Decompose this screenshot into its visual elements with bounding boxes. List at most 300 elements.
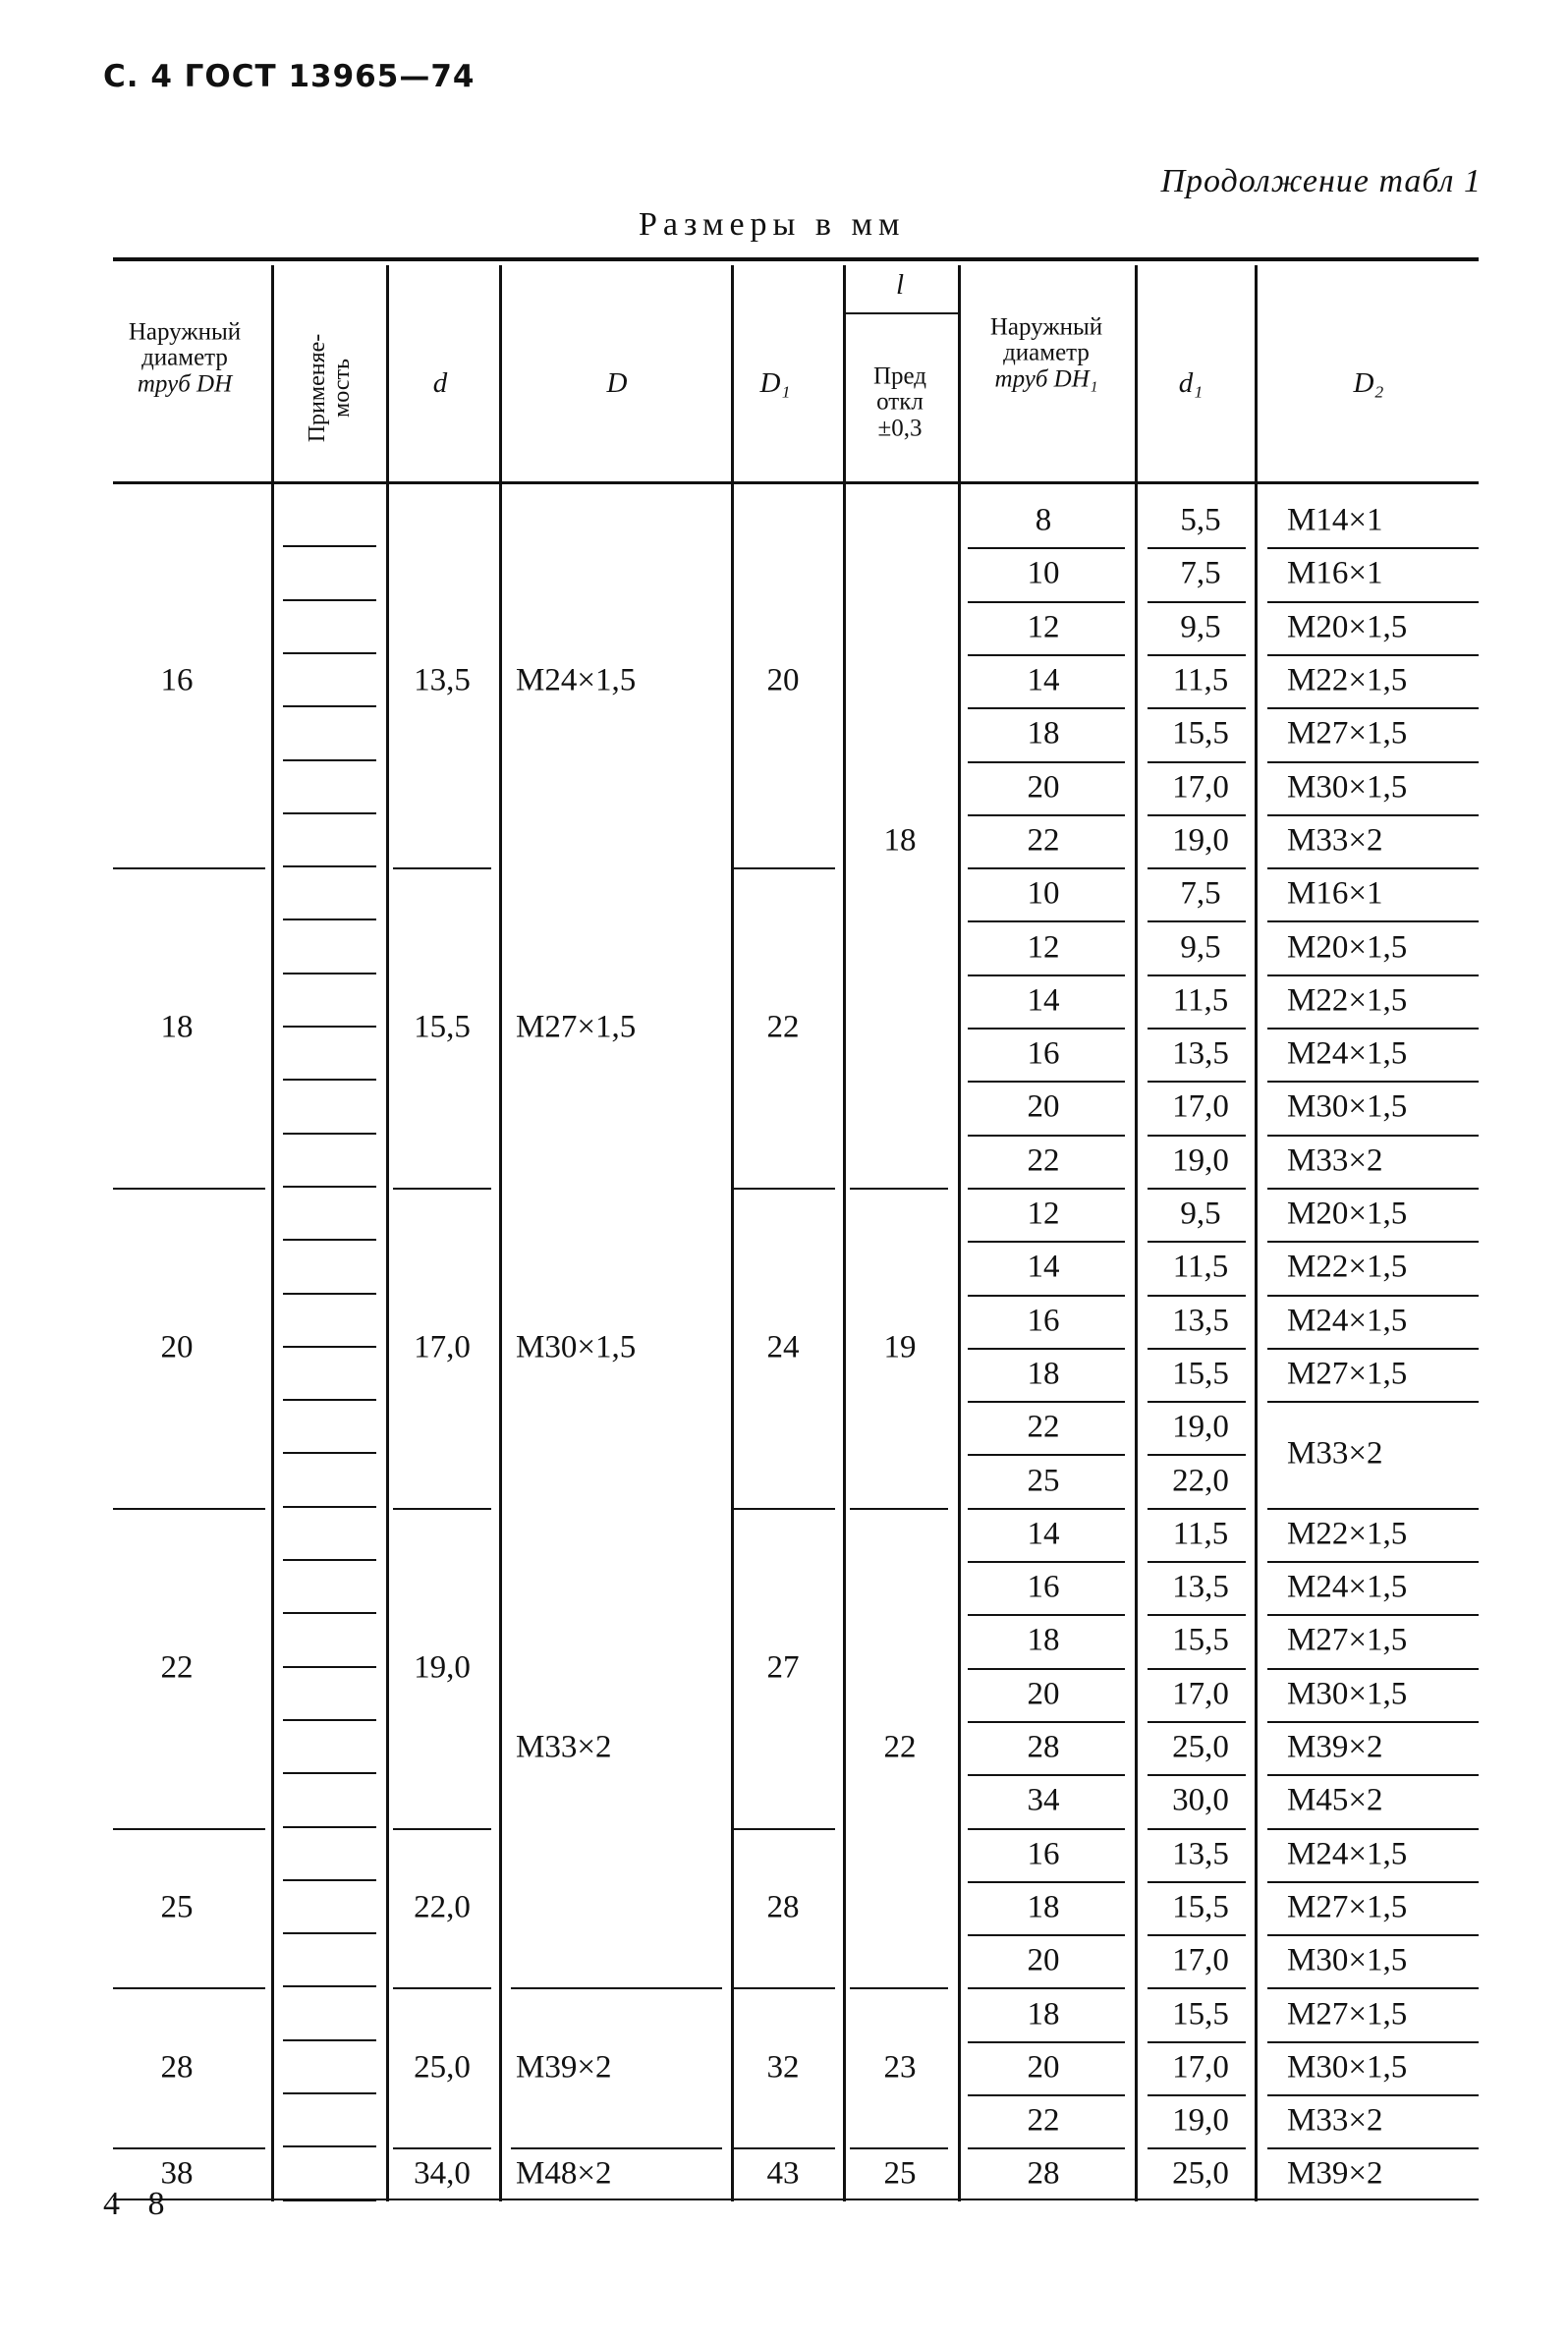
applicability-blank bbox=[283, 2145, 376, 2147]
cell-l: 19 bbox=[883, 1329, 917, 1365]
cell-outer-diameter-2: 10 bbox=[1027, 555, 1060, 591]
cell-D2: M24×1,5 bbox=[1287, 1035, 1408, 1072]
row-rule-d1 bbox=[1148, 1987, 1246, 1989]
row-rule-dn1 bbox=[968, 1135, 1125, 1137]
cell-D2: M16×1 bbox=[1287, 875, 1383, 912]
row-rule-dn1 bbox=[968, 1934, 1125, 1936]
row-rule-D2 bbox=[1267, 1241, 1479, 1243]
cell-D1: 43 bbox=[766, 2155, 800, 2192]
cell-outer-diameter: 28 bbox=[160, 2049, 194, 2086]
row-rule-D2 bbox=[1267, 1881, 1479, 1883]
row-rule-D2 bbox=[1267, 1828, 1479, 1830]
row-rule-d1 bbox=[1148, 1561, 1246, 1563]
cell-D2: M30×1,5 bbox=[1287, 1676, 1408, 1712]
row-rule-dn1 bbox=[968, 1348, 1125, 1350]
cell-outer-diameter-2: 16 bbox=[1027, 1303, 1060, 1339]
row-rule-dn1 bbox=[968, 2147, 1125, 2149]
row-rule-d1 bbox=[1148, 1828, 1246, 1830]
row-rule-d1 bbox=[1148, 974, 1246, 976]
row-rule-d1 bbox=[1148, 1241, 1246, 1243]
row-rule-D2 bbox=[1267, 707, 1479, 709]
group-rule-d bbox=[393, 1508, 491, 1510]
cell-D1: 22 bbox=[766, 1009, 800, 1045]
cell-D2: M22×1,5 bbox=[1287, 662, 1408, 698]
cell-outer-diameter-2: 10 bbox=[1027, 875, 1060, 912]
row-rule-dn1 bbox=[968, 1561, 1125, 1563]
row-rule-d1 bbox=[1148, 1614, 1246, 1616]
column-sep-3 bbox=[499, 265, 502, 2201]
header-l: l bbox=[895, 268, 905, 301]
row-rule-D2 bbox=[1267, 1561, 1479, 1563]
row-rule-D2 bbox=[1267, 1508, 1479, 1510]
applicability-blank bbox=[283, 652, 376, 654]
header-D: D bbox=[606, 366, 628, 399]
row-rule-dn1 bbox=[968, 974, 1125, 976]
row-rule-D2 bbox=[1267, 1188, 1479, 1190]
cell-D2: M30×1,5 bbox=[1287, 2049, 1408, 2086]
cell-outer-diameter-2: 22 bbox=[1027, 1142, 1060, 1179]
cell-outer-diameter-2: 20 bbox=[1027, 769, 1060, 806]
cell-d1: 11,5 bbox=[1172, 662, 1229, 698]
row-rule-D2 bbox=[1267, 2094, 1479, 2096]
header-l-tolerance: Пред откл ±0,3 bbox=[872, 362, 927, 442]
cell-D2: M27×1,5 bbox=[1287, 1356, 1408, 1392]
cell-D2: M45×2 bbox=[1287, 1782, 1383, 1818]
cell-outer-diameter-2: 14 bbox=[1027, 982, 1060, 1019]
cell-d: 34,0 bbox=[414, 2155, 471, 2192]
applicability-blank bbox=[283, 1346, 376, 1348]
group-rule-D bbox=[511, 2147, 722, 2149]
cell-outer-diameter: 22 bbox=[160, 1649, 194, 1686]
row-rule-d1 bbox=[1148, 1401, 1246, 1403]
row-rule-d1 bbox=[1148, 2147, 1246, 2149]
applicability-blank bbox=[283, 1026, 376, 1028]
cell-D2: M22×1,5 bbox=[1287, 1249, 1408, 1285]
cell-outer-diameter-2: 16 bbox=[1027, 1035, 1060, 1072]
applicability-blank bbox=[283, 1772, 376, 1774]
cell-d1: 9,5 bbox=[1180, 1196, 1221, 1232]
cell-d1: 7,5 bbox=[1180, 875, 1221, 912]
cell-outer-diameter-2: 18 bbox=[1027, 715, 1060, 752]
row-rule-dn1 bbox=[968, 547, 1125, 549]
row-rule-dn1 bbox=[968, 1508, 1125, 1510]
row-rule-d1 bbox=[1148, 601, 1246, 603]
row-rule-dn1 bbox=[968, 601, 1125, 603]
row-rule-D2 bbox=[1267, 1348, 1479, 1350]
cell-d1: 17,0 bbox=[1172, 1942, 1229, 1978]
row-rule-dn1 bbox=[968, 707, 1125, 709]
cell-outer-diameter-2: 22 bbox=[1027, 1409, 1060, 1445]
group-rule-dn bbox=[113, 1828, 265, 1830]
row-rule-d1 bbox=[1148, 1881, 1246, 1883]
row-rule-dn1 bbox=[968, 1828, 1125, 1830]
applicability-blank bbox=[283, 1719, 376, 1721]
cell-l: 22 bbox=[883, 1729, 917, 1765]
row-rule-D2 bbox=[1267, 601, 1479, 603]
column-sep-7 bbox=[1135, 265, 1138, 2201]
cell-d1: 30,0 bbox=[1172, 1782, 1229, 1818]
row-rule-d1 bbox=[1148, 1721, 1246, 1723]
applicability-blank bbox=[283, 2039, 376, 2041]
cell-D: M30×1,5 bbox=[516, 1329, 637, 1365]
row-rule-d1 bbox=[1148, 761, 1246, 763]
header-bottom-rule bbox=[113, 481, 1479, 484]
row-rule-d1 bbox=[1148, 1295, 1246, 1297]
cell-D1: 20 bbox=[766, 662, 800, 698]
header-d1: d₁ bbox=[1178, 366, 1204, 399]
applicability-blank bbox=[283, 1399, 376, 1401]
applicability-blank bbox=[283, 812, 376, 814]
row-rule-d1 bbox=[1148, 2094, 1246, 2096]
cell-D: M48×2 bbox=[516, 2155, 612, 2192]
row-rule-d1 bbox=[1148, 1934, 1246, 1936]
group-rule-l bbox=[850, 2147, 948, 2149]
row-rule-D2 bbox=[1267, 2041, 1479, 2043]
cell-d1: 13,5 bbox=[1172, 1035, 1229, 1072]
table-bottom-rule bbox=[113, 2199, 1479, 2200]
row-rule-D2 bbox=[1267, 1934, 1479, 1936]
cell-d1: 15,5 bbox=[1172, 1356, 1229, 1392]
cell-outer-diameter-2: 14 bbox=[1027, 1516, 1060, 1552]
units-caption: Размеры в мм bbox=[639, 206, 906, 243]
row-rule-d1 bbox=[1148, 814, 1246, 816]
row-rule-dn1 bbox=[968, 1454, 1125, 1456]
cell-outer-diameter-2: 16 bbox=[1027, 1569, 1060, 1605]
table-top-rule bbox=[113, 257, 1479, 261]
cell-d1: 7,5 bbox=[1180, 555, 1221, 591]
row-rule-dn1 bbox=[968, 867, 1125, 869]
cell-D: M39×2 bbox=[516, 2049, 612, 2086]
cell-d1: 25,0 bbox=[1172, 1729, 1229, 1765]
row-rule-dn1 bbox=[968, 1987, 1125, 1989]
l-header-rule bbox=[843, 312, 959, 314]
cell-D2: M22×1,5 bbox=[1287, 1516, 1408, 1552]
cell-l: 25 bbox=[883, 2155, 917, 2192]
group-rule-l bbox=[850, 1508, 948, 1510]
applicability-blank bbox=[283, 2092, 376, 2094]
row-rule-dn1 bbox=[968, 1081, 1125, 1083]
cell-d1: 15,5 bbox=[1172, 1622, 1229, 1658]
column-sep-5 bbox=[843, 265, 846, 2201]
applicability-blank bbox=[283, 1826, 376, 1828]
group-rule-dn bbox=[113, 1508, 265, 1510]
group-rule-dn bbox=[113, 2147, 265, 2149]
group-rule-d bbox=[393, 1987, 491, 1989]
row-rule-d1 bbox=[1148, 1135, 1246, 1137]
row-rule-D2 bbox=[1267, 1774, 1479, 1776]
row-rule-dn1 bbox=[968, 654, 1125, 656]
cell-outer-diameter-2: 28 bbox=[1027, 2155, 1060, 2192]
applicability-blank bbox=[283, 1559, 376, 1561]
cell-d1: 19,0 bbox=[1172, 1142, 1229, 1179]
cell-D1: 32 bbox=[766, 2049, 800, 2086]
cell-outer-diameter-2: 18 bbox=[1027, 1996, 1060, 2032]
cell-outer-diameter: 20 bbox=[160, 1329, 194, 1365]
cell-d1: 13,5 bbox=[1172, 1836, 1229, 1872]
cell-d1: 9,5 bbox=[1180, 609, 1221, 645]
row-rule-dn1 bbox=[968, 1188, 1125, 1190]
cell-d1: 15,5 bbox=[1172, 1996, 1229, 2032]
applicability-blank bbox=[283, 1612, 376, 1614]
cell-outer-diameter-2: 34 bbox=[1027, 1782, 1060, 1818]
column-sep-6 bbox=[958, 265, 961, 2201]
cell-outer-diameter-2: 18 bbox=[1027, 1356, 1060, 1392]
cell-outer-diameter: 18 bbox=[160, 1009, 194, 1045]
row-rule-d1 bbox=[1148, 920, 1246, 922]
row-rule-d1 bbox=[1148, 1188, 1246, 1190]
cell-outer-diameter-2: 20 bbox=[1027, 1088, 1060, 1125]
cell-outer-diameter: 16 bbox=[160, 662, 194, 698]
cell-D2: M27×1,5 bbox=[1287, 1889, 1408, 1925]
cell-D2: M27×1,5 bbox=[1287, 1622, 1408, 1658]
cell-D2: M16×1 bbox=[1287, 555, 1383, 591]
row-rule-D2 bbox=[1267, 761, 1479, 763]
cell-D2: M39×2 bbox=[1287, 1729, 1383, 1765]
applicability-blank bbox=[283, 865, 376, 867]
cell-d1: 11,5 bbox=[1172, 1516, 1229, 1552]
row-rule-dn1 bbox=[968, 1614, 1125, 1616]
applicability-blank bbox=[283, 1932, 376, 1934]
group-rule-dn bbox=[113, 1188, 265, 1190]
applicability-blank bbox=[283, 1079, 376, 1081]
cell-d1: 17,0 bbox=[1172, 1088, 1229, 1125]
group-rule-d bbox=[393, 1188, 491, 1190]
cell-d: 17,0 bbox=[414, 1329, 471, 1365]
header-outer-diameter: Наружный диаметр труб DН bbox=[128, 318, 242, 398]
group-rule-d1 bbox=[732, 867, 835, 869]
row-rule-d1 bbox=[1148, 1028, 1246, 1030]
column-sep-8 bbox=[1255, 265, 1258, 2201]
header-D1: D₁ bbox=[759, 366, 791, 399]
cell-outer-diameter-2: 20 bbox=[1027, 1676, 1060, 1712]
cell-d: 15,5 bbox=[414, 1009, 471, 1045]
cell-d1: 17,0 bbox=[1172, 2049, 1229, 2086]
group-rule-dn bbox=[113, 867, 265, 869]
row-rule-dn1 bbox=[968, 1668, 1125, 1670]
cell-D2: M33×2 bbox=[1287, 1435, 1383, 1472]
row-rule-dn1 bbox=[968, 1774, 1125, 1776]
applicability-blank bbox=[283, 1293, 376, 1295]
group-rule-l bbox=[850, 1987, 948, 1989]
applicability-blank bbox=[283, 1133, 376, 1135]
applicability-blank bbox=[283, 1879, 376, 1881]
applicability-blank bbox=[283, 1186, 376, 1188]
cell-outer-diameter-2: 14 bbox=[1027, 1249, 1060, 1285]
cell-d1: 19,0 bbox=[1172, 1409, 1229, 1445]
cell-outer-diameter-2: 28 bbox=[1027, 1729, 1060, 1765]
cell-outer-diameter-2: 18 bbox=[1027, 1889, 1060, 1925]
row-rule-dn1 bbox=[968, 2094, 1125, 2096]
cell-d1: 11,5 bbox=[1172, 1249, 1229, 1285]
cell-d1: 19,0 bbox=[1172, 2102, 1229, 2139]
cell-d1: 15,5 bbox=[1172, 715, 1229, 752]
row-rule-dn1 bbox=[968, 920, 1125, 922]
cell-l: 23 bbox=[883, 2049, 917, 2086]
cell-outer-diameter-2: 25 bbox=[1027, 1463, 1060, 1499]
row-rule-d1 bbox=[1148, 1348, 1246, 1350]
row-rule-dn1 bbox=[968, 814, 1125, 816]
cell-D2: M24×1,5 bbox=[1287, 1836, 1408, 1872]
row-rule-d1 bbox=[1148, 1774, 1246, 1776]
cell-D: M27×1,5 bbox=[516, 1009, 637, 1045]
row-rule-D2 bbox=[1267, 974, 1479, 976]
row-rule-d1 bbox=[1148, 547, 1246, 549]
cell-outer-diameter-2: 12 bbox=[1027, 1196, 1060, 1232]
applicability-blank bbox=[283, 599, 376, 601]
cell-d: 25,0 bbox=[414, 2049, 471, 2086]
applicability-blank bbox=[283, 545, 376, 547]
cell-outer-diameter-2: 20 bbox=[1027, 1942, 1060, 1978]
cell-D: M33×2 bbox=[516, 1729, 612, 1765]
cell-D2: M24×1,5 bbox=[1287, 1303, 1408, 1339]
row-rule-D2 bbox=[1267, 920, 1479, 922]
cell-D2: M30×1,5 bbox=[1287, 1942, 1408, 1978]
row-rule-d1 bbox=[1148, 867, 1246, 869]
header-outer-diameter-2: Наружный диаметр труб DН₁ bbox=[989, 313, 1103, 393]
cell-D2: M24×1,5 bbox=[1287, 1569, 1408, 1605]
cell-d: 19,0 bbox=[414, 1649, 471, 1686]
applicability-blank bbox=[283, 759, 376, 761]
cell-d1: 11,5 bbox=[1172, 982, 1229, 1019]
applicability-blank bbox=[283, 1506, 376, 1508]
group-rule-dn bbox=[113, 1987, 265, 1989]
cell-D2: M27×1,5 bbox=[1287, 715, 1408, 752]
cell-d1: 17,0 bbox=[1172, 769, 1229, 806]
group-rule-d bbox=[393, 2147, 491, 2149]
cell-d1: 17,0 bbox=[1172, 1676, 1229, 1712]
cell-d1: 25,0 bbox=[1172, 2155, 1229, 2192]
cell-D1: 27 bbox=[766, 1649, 800, 1686]
cell-D2: M20×1,5 bbox=[1287, 1196, 1408, 1232]
group-rule-d1 bbox=[732, 2147, 835, 2149]
cell-outer-diameter-2: 16 bbox=[1027, 1836, 1060, 1872]
page-header: С. 4 ГОСТ 13965—74 bbox=[103, 59, 476, 94]
column-sep-2 bbox=[386, 265, 389, 2201]
cell-d: 22,0 bbox=[414, 1889, 471, 1925]
group-rule-d1 bbox=[732, 1828, 835, 1830]
applicability-blank bbox=[283, 973, 376, 974]
row-rule-D2 bbox=[1267, 1721, 1479, 1723]
row-rule-d1 bbox=[1148, 1081, 1246, 1083]
group-rule-d bbox=[393, 1828, 491, 1830]
row-rule-d1 bbox=[1148, 1508, 1246, 1510]
cell-outer-diameter: 38 bbox=[160, 2155, 194, 2192]
cell-outer-diameter-2: 22 bbox=[1027, 822, 1060, 859]
row-rule-D2 bbox=[1267, 1081, 1479, 1083]
group-rule-l bbox=[850, 1188, 948, 1190]
cell-l: 18 bbox=[883, 822, 917, 859]
row-rule-D2 bbox=[1267, 1614, 1479, 1616]
cell-outer-diameter-2: 12 bbox=[1027, 609, 1060, 645]
column-sep-4 bbox=[731, 265, 734, 2201]
row-rule-dn1 bbox=[968, 761, 1125, 763]
cell-d1: 13,5 bbox=[1172, 1303, 1229, 1339]
row-rule-d1 bbox=[1148, 707, 1246, 709]
cell-outer-diameter-2: 14 bbox=[1027, 662, 1060, 698]
cell-d: 13,5 bbox=[414, 662, 471, 698]
cell-outer-diameter-2: 8 bbox=[1035, 502, 1052, 538]
row-rule-d1 bbox=[1148, 1668, 1246, 1670]
row-rule-D2 bbox=[1267, 1987, 1479, 1989]
cell-d1: 15,5 bbox=[1172, 1889, 1229, 1925]
row-rule-dn1 bbox=[968, 2041, 1125, 2043]
cell-d1: 9,5 bbox=[1180, 929, 1221, 966]
applicability-blank bbox=[283, 1239, 376, 1241]
cell-D2: M39×2 bbox=[1287, 2155, 1383, 2192]
cell-outer-diameter-2: 12 bbox=[1027, 929, 1060, 966]
cell-D2: M20×1,5 bbox=[1287, 609, 1408, 645]
row-rule-d1 bbox=[1148, 2041, 1246, 2043]
row-rule-D2 bbox=[1267, 654, 1479, 656]
group-rule-d1 bbox=[732, 1188, 835, 1190]
cell-D2: M22×1,5 bbox=[1287, 982, 1408, 1019]
cell-D2: M33×2 bbox=[1287, 822, 1383, 859]
row-rule-dn1 bbox=[968, 1241, 1125, 1243]
row-rule-D2 bbox=[1267, 2147, 1479, 2149]
cell-d1: 19,0 bbox=[1172, 822, 1229, 859]
cell-outer-diameter: 25 bbox=[160, 1889, 194, 1925]
cell-d1: 22,0 bbox=[1172, 1463, 1229, 1499]
row-rule-d1 bbox=[1148, 1454, 1246, 1456]
row-rule-D2 bbox=[1267, 1135, 1479, 1137]
cell-outer-diameter-2: 18 bbox=[1027, 1622, 1060, 1658]
table-continuation-label: Продолжение табл 1 bbox=[1160, 163, 1482, 199]
row-rule-D2 bbox=[1267, 867, 1479, 869]
group-rule-D bbox=[511, 1987, 722, 1989]
row-rule-dn1 bbox=[968, 1401, 1125, 1403]
cell-D: M24×1,5 bbox=[516, 662, 637, 698]
row-rule-D2 bbox=[1267, 547, 1479, 549]
group-rule-d bbox=[393, 867, 491, 869]
cell-D1: 28 bbox=[766, 1889, 800, 1925]
cell-D2: M33×2 bbox=[1287, 2102, 1383, 2139]
column-sep-1 bbox=[271, 265, 274, 2201]
cell-D2: M30×1,5 bbox=[1287, 1088, 1408, 1125]
applicability-blank bbox=[283, 1452, 376, 1454]
cell-d1: 13,5 bbox=[1172, 1569, 1229, 1605]
row-rule-D2 bbox=[1267, 1028, 1479, 1030]
header-D2: D₂ bbox=[1353, 366, 1384, 399]
cell-D2: M33×2 bbox=[1287, 1142, 1383, 1179]
cell-D2: M30×1,5 bbox=[1287, 769, 1408, 806]
row-rule-dn1 bbox=[968, 1721, 1125, 1723]
header-applicability: Применяе- мость bbox=[304, 333, 355, 443]
applicability-blank bbox=[283, 705, 376, 707]
group-rule-d1 bbox=[732, 1508, 835, 1510]
cell-D2: M20×1,5 bbox=[1287, 929, 1408, 966]
applicability-blank bbox=[283, 918, 376, 920]
cell-d1: 5,5 bbox=[1180, 502, 1221, 538]
header-d: d bbox=[432, 366, 448, 399]
cell-D1: 24 bbox=[766, 1329, 800, 1365]
row-rule-D2 bbox=[1267, 814, 1479, 816]
row-rule-D2 bbox=[1267, 1295, 1479, 1297]
cell-D2: M14×1 bbox=[1287, 502, 1383, 538]
applicability-blank bbox=[283, 1985, 376, 1987]
row-rule-dn1 bbox=[968, 1881, 1125, 1883]
cell-outer-diameter-2: 20 bbox=[1027, 2049, 1060, 2086]
applicability-blank bbox=[283, 1666, 376, 1668]
row-rule-d1 bbox=[1148, 654, 1246, 656]
group-rule-d1 bbox=[732, 1987, 835, 1989]
row-rule-dn1 bbox=[968, 1295, 1125, 1297]
row-rule-dn1 bbox=[968, 1028, 1125, 1030]
page-number: 4 8 bbox=[103, 2186, 175, 2222]
row-rule-D2 bbox=[1267, 1401, 1479, 1403]
cell-outer-diameter-2: 22 bbox=[1027, 2102, 1060, 2139]
row-rule-D2 bbox=[1267, 1668, 1479, 1670]
cell-D2: M27×1,5 bbox=[1287, 1996, 1408, 2032]
